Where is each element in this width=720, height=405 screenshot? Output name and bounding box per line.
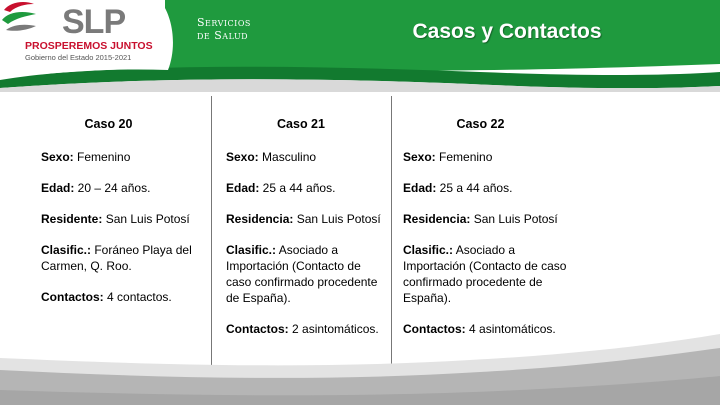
case-card-20 (41, 116, 206, 320)
field-label: Residencia: (403, 212, 471, 226)
logo-wordmark: SLP (62, 3, 126, 41)
header-band (0, 0, 720, 92)
agency-line-1: Servicios (197, 16, 251, 29)
case-title: Caso 22 (456, 117, 505, 131)
case-title: Caso 21 (277, 117, 325, 131)
field-residente (41, 211, 206, 227)
field-label: Sexo: (403, 150, 436, 164)
field-value: Femenino (73, 150, 131, 164)
field-edad (41, 180, 206, 196)
field-label: Edad: (41, 181, 75, 195)
field-value: Foráneo Playa del Carmen, Q. Roo. (41, 243, 192, 273)
agency-name (197, 16, 251, 42)
slp-logo (0, 0, 165, 70)
field-clasificacion (41, 242, 206, 274)
case-title: Caso 20 (84, 117, 133, 131)
field-value: Femenino (435, 150, 493, 164)
field-value: 4 contactos. (103, 290, 172, 304)
field-edad (403, 180, 573, 196)
page-title: Casos y Contactos (412, 20, 602, 43)
field-label: Residente: (41, 212, 103, 226)
field-sexo (226, 149, 386, 165)
case-card-22 (403, 116, 573, 352)
field-value: Asociado a Importación (Contacto de caso confirmado procedente de España). (226, 243, 378, 305)
field-value: 25 a 44 años. (259, 181, 336, 195)
field-edad (226, 180, 386, 196)
agency-line-2: de Salud (197, 29, 249, 42)
case-card-21 (226, 116, 386, 352)
field-sexo (403, 149, 573, 165)
field-sexo (41, 149, 206, 165)
footer-wave (0, 330, 720, 405)
field-residencia (403, 211, 573, 227)
logo-government-line: Gobierno del Estado 2015-2021 (25, 53, 132, 62)
field-value: San Luis Potosí (102, 212, 190, 226)
field-clasificacion (226, 242, 386, 306)
field-value: Masculino (258, 150, 317, 164)
field-value: 2 asintomáticos. (288, 322, 379, 336)
slp-swoosh-icon (0, 0, 38, 34)
field-label: Clasific.: (403, 243, 454, 257)
field-label: Contactos: (403, 322, 466, 336)
field-label: Sexo: (226, 150, 259, 164)
field-residencia (226, 211, 386, 227)
field-label: Clasific.: (226, 243, 277, 257)
field-label: Sexo: (41, 150, 74, 164)
field-value: San Luis Potosí (293, 212, 381, 226)
field-label: Contactos: (41, 290, 104, 304)
logo-tagline: PROSPEREMOS JUNTOS (25, 40, 153, 52)
field-clasificacion (403, 242, 573, 306)
footer-background (0, 330, 720, 405)
field-value: 20 – 24 años. (74, 181, 151, 195)
field-value: San Luis Potosí (470, 212, 558, 226)
field-value: 25 a 44 años. (436, 181, 513, 195)
field-value: Asociado a Importación (Contacto de caso confirmado procedente de España). (403, 243, 567, 305)
field-value: 4 asintomáticos. (465, 322, 556, 336)
field-label: Edad: (226, 181, 260, 195)
field-label: Clasific.: (41, 243, 92, 257)
field-label: Residencia: (226, 212, 294, 226)
field-label: Contactos: (226, 322, 289, 336)
field-label: Edad: (403, 181, 437, 195)
field-contactos (41, 289, 206, 305)
